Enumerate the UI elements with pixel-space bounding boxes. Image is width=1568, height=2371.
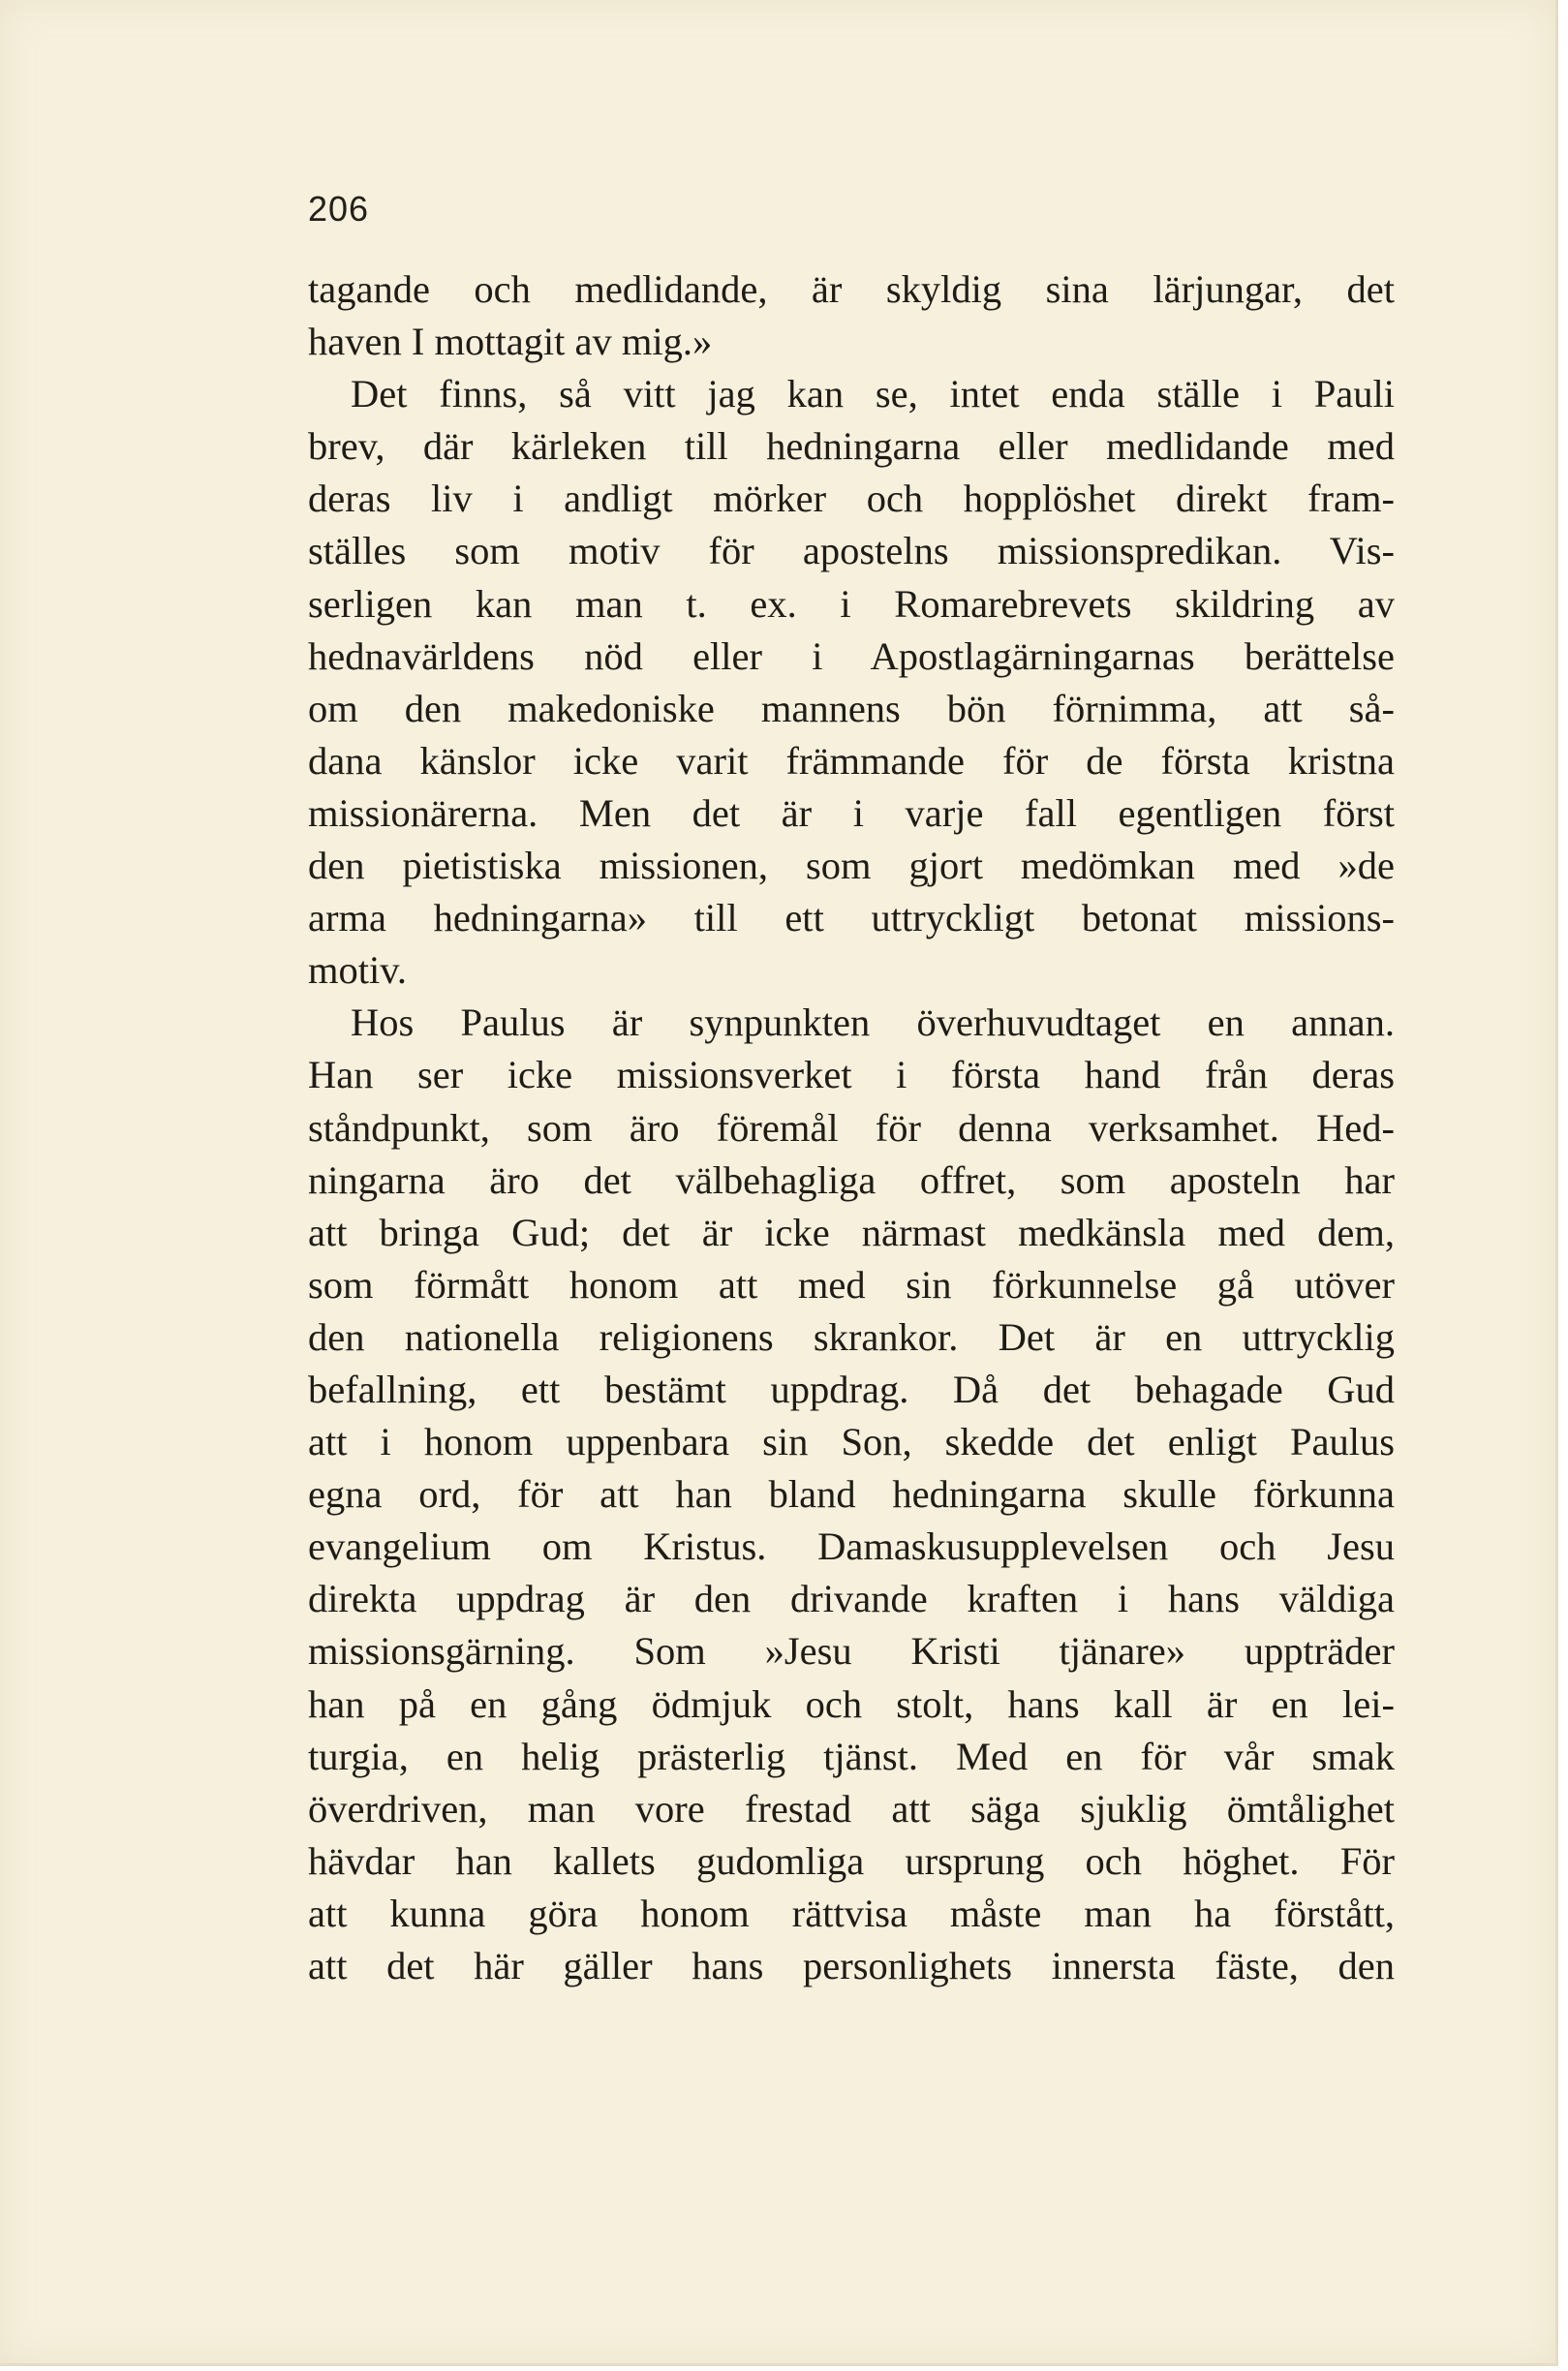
- text-line: Det finns, så vitt jag kan se, intet enda ställe i Pauli: [351, 372, 1395, 416]
- text-line: ställes som motiv för apostelns missionspredikan. Vis-: [308, 529, 1395, 573]
- page-number: 206: [308, 189, 370, 229]
- text-line: haven I mottagit av mig.»: [308, 320, 713, 364]
- text-line: den pietistiska missionen, som gjort medömkan med »de: [308, 844, 1395, 888]
- text-line: att kunna göra honom rättvisa måste man ha förstått,: [308, 1891, 1395, 1935]
- text-line: befallning, ett bestämt uppdrag. Då det behagade Gud: [308, 1367, 1395, 1411]
- text-line: tagande och medlidande, är skyldig sina lärjungar, det: [308, 267, 1395, 311]
- text-line: hävdar han kallets gudomliga ursprung och höghet. För: [308, 1838, 1395, 1883]
- text-line: överdriven, man vore frestad att säga sjuklig ömtålighet: [308, 1786, 1395, 1831]
- text-line: turgia, en helig prästerlig tjänst. Med en för vår smak: [308, 1734, 1395, 1778]
- text-line: den nationella religionens skrankor. Det är en uttrycklig: [308, 1314, 1395, 1359]
- paragraph-2: [308, 368, 1395, 997]
- text-line: om den makedoniske mannens bön förnimma, att så-: [308, 686, 1395, 730]
- text-line: missionärerna. Men det är i varje fall egentligen först: [308, 790, 1395, 835]
- text-line: Hos Paulus är synpunkten överhuvudtaget en annan.: [351, 1001, 1395, 1045]
- paragraph-1: [308, 263, 1395, 368]
- text-line: serligen kan man t. ex. i Romarebrevets skildring av: [308, 581, 1395, 626]
- text-line: ståndpunkt, som äro föremål för denna verksamhet. Hed-: [308, 1105, 1395, 1150]
- text-line: att i honom uppenbara sin Son, skedde det enligt Paulus: [308, 1420, 1395, 1464]
- body-text: [308, 263, 1395, 1992]
- paragraph-3: [308, 997, 1395, 1992]
- text-line: han på en gång ödmjuk och stolt, hans kall är en lei-: [308, 1681, 1395, 1726]
- text-line: att det här gäller hans personlighets innersta fäste, den: [308, 1944, 1395, 1987]
- text-line: hednavärldens nöd eller i Apostlagärningarnas berättelse: [308, 633, 1395, 678]
- text-line: som förmått honom att med sin förkunnelse gå utöver: [308, 1262, 1395, 1307]
- text-line: brev, där kärleken till hedningarna eller medlidande med: [308, 424, 1395, 469]
- text-line: direkta uppdrag är den drivande kraften i hans väldiga: [308, 1577, 1395, 1621]
- text-line: arma hedningarna» till ett uttryckligt betonat missions-: [308, 896, 1395, 940]
- text-line: missionsgärning. Som »Jesu Kristi tjänare» uppträder: [308, 1629, 1395, 1674]
- text-line: dana känslor icke varit främmande för de första kristna: [308, 738, 1395, 783]
- text-line: motiv.: [308, 948, 408, 993]
- text-line: egna ord, för att han bland hedningarna skulle förkunna: [308, 1472, 1395, 1517]
- text-line: att bringa Gud; det är icke närmast medkänsla med dem,: [308, 1210, 1395, 1254]
- text-line: deras liv i andligt mörker och hopplöshet direkt fram-: [308, 477, 1395, 521]
- text-line: Han ser icke missionsverket i första hand från deras: [308, 1053, 1395, 1097]
- text-line: ningarna äro det välbehagliga offret, som aposteln har: [308, 1157, 1395, 1202]
- text-line: evangelium om Kristus. Damaskusupplevelsen och Jesu: [308, 1524, 1395, 1569]
